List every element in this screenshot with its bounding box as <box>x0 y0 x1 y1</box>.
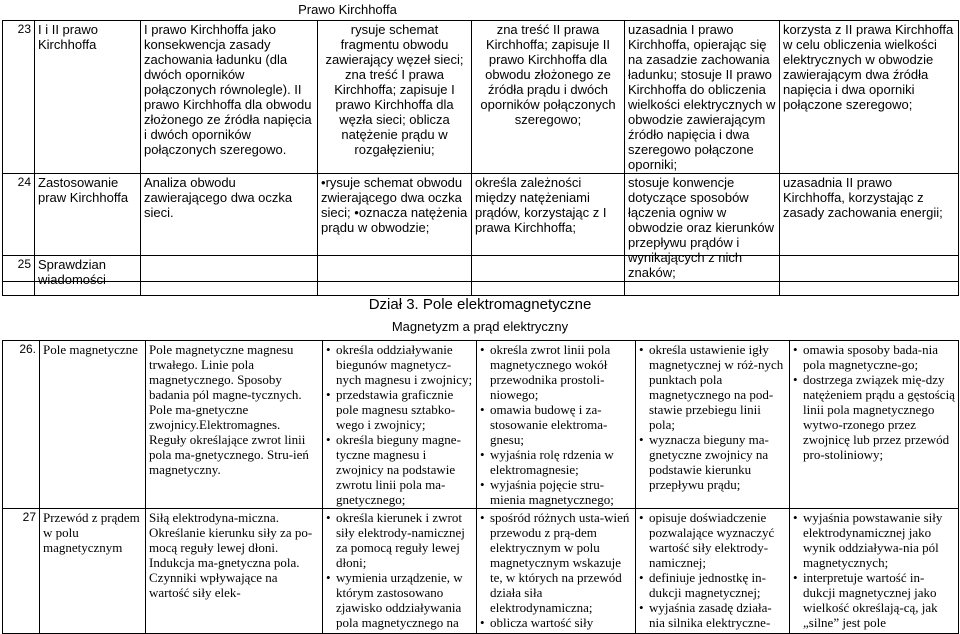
requirement-expanded <box>477 509 636 634</box>
requirement-item: • określa bieguny magne-tyczne magnesu i zwojnicy na podstawie zwrotu linii pola ma-gnetycznego; <box>326 432 473 507</box>
requirement-basic <box>323 509 477 634</box>
requirement-extended <box>790 341 959 509</box>
requirement-expanded <box>477 341 636 509</box>
requirement-extended: uzasadnia II prawo Kirchhoffa, korzystając z zasady zachowania energii; <box>780 174 959 282</box>
lesson-content: Pole magnetyczne magnesu trwałego. Linie pola magnetycznego. Sposoby badania pól magne-tycznych. Pole ma-gnetyczne zwojnicy.Elektromagnes. Reguły określające zwrot linii pola ma-gnetycznego. Stru-ień magnetyczny. <box>146 341 323 509</box>
requirement-item: • spośród różnych usta-wień przewodu z prą-dem elektrycznym w polu magnetycznym wskazuje te, w których na przewód działa siła elektrodynamiczna; <box>480 510 632 615</box>
requirement-item: • określa oddziaływanie biegunów magnetycz-nych magnesu i zwojnicy; <box>326 342 473 387</box>
requirement-extended: korzysta z II prawa Kirchhoffa w celu obliczenia wielkości elektrycznych w obwodzie zawierającym dwa źródła napięcia i dwa oporniki połączone szeregowo; <box>780 21 959 174</box>
lesson-content: Analiza obwodu zawierającego dwa oczka sieci. <box>141 174 318 282</box>
requirement-complementary: uzasadnia I prawo Kirchhoffa, opierając się na zasadzie zachowania ładunku; stosuje II prawo Kirchhoffa do obliczenia wielkości elektrycznych w obwodzie zawierającym źródło napięcia i dwa szeregowo połączone oporniki; <box>625 21 780 174</box>
requirement-item: • określa ustawienie igły magnetycznej w róż-nych punktach pola magnetycznego na pod-stawie przebiegu linii pola; <box>639 342 786 432</box>
lesson-topic: Przewód z prądem w polu magnetycznym <box>40 509 146 634</box>
requirement-item: • wyjaśnia pojęcie stru-mienia magnetycznego; <box>480 477 632 507</box>
requirement-complementary <box>636 341 790 509</box>
lesson-number: 26. <box>3 341 40 509</box>
requirement-extended <box>790 509 959 634</box>
requirement-item: • rysuje schemat obwodu zwierającego dwa oczka sieci; <box>321 175 462 220</box>
requirement-item: • wyjaśnia zasadę działa-nia silnika elektryczne- <box>639 600 786 630</box>
curriculum-table-bottom <box>2 340 959 634</box>
section-title: Dział 3. Pole elektromagnetyczne <box>368 296 592 313</box>
requirement-item: • dostrzega związek mię-dzy natężeniem prądu a gęstością linii pola magnetycznego wytwo-rzonego przez zwojnicę lub przez przewód pro-stoliniowy; <box>793 372 955 462</box>
requirement-item: • wyznacza bieguny ma-gnetyczne zwojnicy na podstawie kierunku przepływu prądu; <box>639 432 786 492</box>
lesson-topic: Sprawdzian wiadomości <box>35 256 141 296</box>
requirement-item: • oznacza natężenia prądu w obwodzie; <box>321 205 467 235</box>
table-row <box>3 341 959 509</box>
lesson-content: Siłą elektrodyna-miczna. Określanie kierunku siły za po-mocą reguły lewej dłoni. Indukcja ma-gnetyczna pola. Czynniki wpływające na wartość siły elek- <box>146 509 323 634</box>
table-row <box>3 256 959 296</box>
lesson-number: 25 <box>3 256 35 296</box>
requirement-item: • określa kierunek i zwrot siły elektrody-namicznej za pomocą reguły lewej dłoni; <box>326 510 473 570</box>
top-header: Prawo Kirchhoffa <box>298 2 397 17</box>
requirement-item: • określa zwrot linii pola magnetycznego wokół przewodnika prostoli-niowego; <box>480 342 632 402</box>
subsection-title: Magnetyzm a prąd elektryczny <box>391 319 569 334</box>
lesson-number: 24 <box>3 174 35 282</box>
lesson-topic: Pole magnetyczne <box>40 341 146 509</box>
requirement-item: • omawia budowę i za-stosowanie elektroma-gnesu; <box>480 402 632 447</box>
table-row <box>3 509 959 634</box>
requirement-item: • oblicza wartość siły <box>480 615 632 630</box>
requirement-item: • definiuje jednostkę in-dukcji magnetycznej; <box>639 570 786 600</box>
requirement-item: • interpretuje wartość in-dukcji magnetycznej jako wielkość określają-cą, jak „silne” jest pole <box>793 570 955 630</box>
requirement-expanded: zna treść II prawa Kirchhoffa; zapisuje II prawo Kirchhoffa dla obwodu złożonego ze źródła prądu i dwóch oporników połączonych szeregowo; <box>472 21 625 174</box>
requirement-item: • omawia sposoby bada-nia pola magnetyczne-go; <box>793 342 955 372</box>
requirement-item: • wyjaśnia powstawanie siły elektrodynamicznej jako wynik oddziaływa-nia pól magnetycznych; <box>793 510 955 570</box>
curriculum-table-test <box>2 255 959 296</box>
requirement-item: • przedstawia graficznie pole magnesu sztabko-wego i zwojnicy; <box>326 387 473 432</box>
requirement-expanded: określa zależności między natężeniami prądów, korzystając z I prawa Kirchhoffa; <box>472 174 625 282</box>
requirement-basic: rysuje schemat fragmentu obwodu zawierający węzeł sieci; zna treść I prawa Kirchhoffa; zapisuje I prawo Kirchhoffa dla węzła sieci; oblicza natężenie prądu w rozgałęzieniu; <box>318 21 472 174</box>
lesson-content: I prawo Kirchhoffa jako konsekwencja zasady zachowania ładunku (dla dwóch oporników połączonych równolegle). II prawo Kirchhoffa dla obwodu złożonego ze źródła napięcia i dwóch oporników połączonych szeregowo. <box>141 21 318 174</box>
curriculum-table-top <box>2 20 959 282</box>
lesson-number: 23 <box>3 21 35 174</box>
requirement-item: • wymienia urządzenie, w którym zastosowano zjawisko oddziaływania pola magnetycznego na <box>326 570 473 630</box>
lesson-topic: Zastosowanie praw Kirchhoffa <box>35 174 141 282</box>
requirement-basic <box>323 341 477 509</box>
lesson-topic: I i II prawo Kirchhoffa <box>35 21 141 174</box>
requirement-item: • opisuje doświadczenie pozwalające wyznaczyć wartość siły elektrody-namicznej; <box>639 510 786 570</box>
lesson-number: 27 <box>3 509 40 634</box>
table-row <box>3 21 959 174</box>
requirement-complementary: stosuje konwencje dotyczące sposobów łączenia ogniw w obwodzie oraz kierunków przepływu prądów i wynikających z nich znaków; <box>625 174 780 282</box>
requirement-complementary <box>636 509 790 634</box>
requirement-item: • wyjaśnia rolę rdzenia w elektromagnesie; <box>480 447 632 477</box>
